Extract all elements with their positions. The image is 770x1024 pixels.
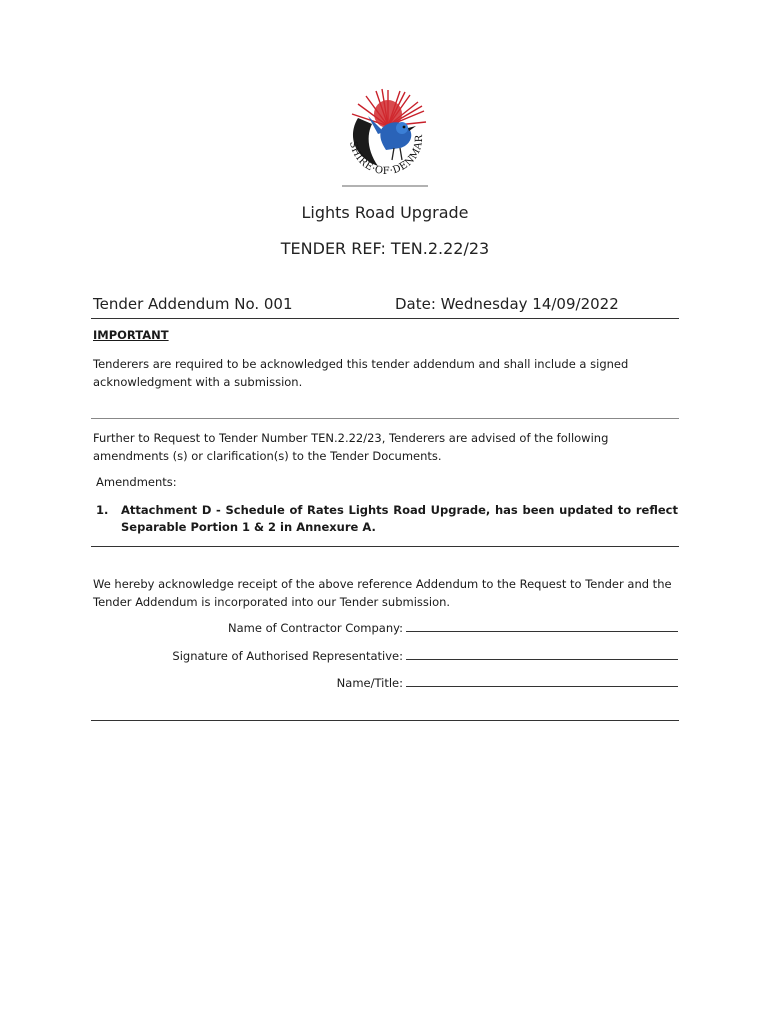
addendum-number: Tender Addendum No. 001 — [93, 295, 293, 313]
important-heading: IMPORTANT — [93, 328, 169, 342]
signature-label: Signature of Authorised Representative: — [172, 649, 403, 663]
name-title-label: Name/Title: — [336, 676, 403, 690]
document-title: Lights Road Upgrade — [301, 203, 469, 222]
amendment-number: 1. — [96, 503, 109, 517]
amendment-item — [96, 502, 678, 536]
contractor-company-field — [228, 621, 678, 635]
tender-reference: TENDER REF: TEN.2.22/23 — [280, 239, 490, 258]
shire-of-denmark-logo — [338, 86, 432, 190]
addendum-date: Date: Wednesday 14/09/2022 — [395, 295, 619, 313]
divider — [91, 418, 679, 419]
acknowledgement-paragraph: We hereby acknowledge receipt of the above reference Addendum to the Request to Tender and the Tender Addendum is incorporated into our Tender submission. — [93, 577, 672, 609]
name-title-line[interactable] — [406, 676, 678, 687]
intro-paragraph: Further to Request to Tender Number TEN.2.22/23, Tenderers are advised of the following amendments (s) or clarification(s) to the Tender Documents. — [93, 431, 609, 463]
divider — [91, 720, 679, 721]
name-title-field — [337, 676, 678, 690]
amendments-label: Amendments: — [96, 475, 177, 489]
signature-field — [172, 649, 678, 663]
amendment-text: Attachment D - Schedule of Rates Lights Road Upgrade, has been updated to reflect Separable Portion 1 & 2 in Annexure A. — [121, 503, 678, 534]
important-text: Tenderers are required to be acknowledged this tender addendum and shall include a signed acknowledgment with a submission. — [93, 357, 629, 389]
divider — [91, 318, 679, 319]
svg-text:SHIRE·OF·DENMARK: SHIRE·OF·DENMAR — [347, 134, 426, 178]
contractor-company-label: Name of Contractor Company: — [228, 621, 403, 635]
divider — [91, 546, 679, 547]
contractor-company-line[interactable] — [406, 621, 678, 632]
signature-line[interactable] — [406, 649, 678, 660]
